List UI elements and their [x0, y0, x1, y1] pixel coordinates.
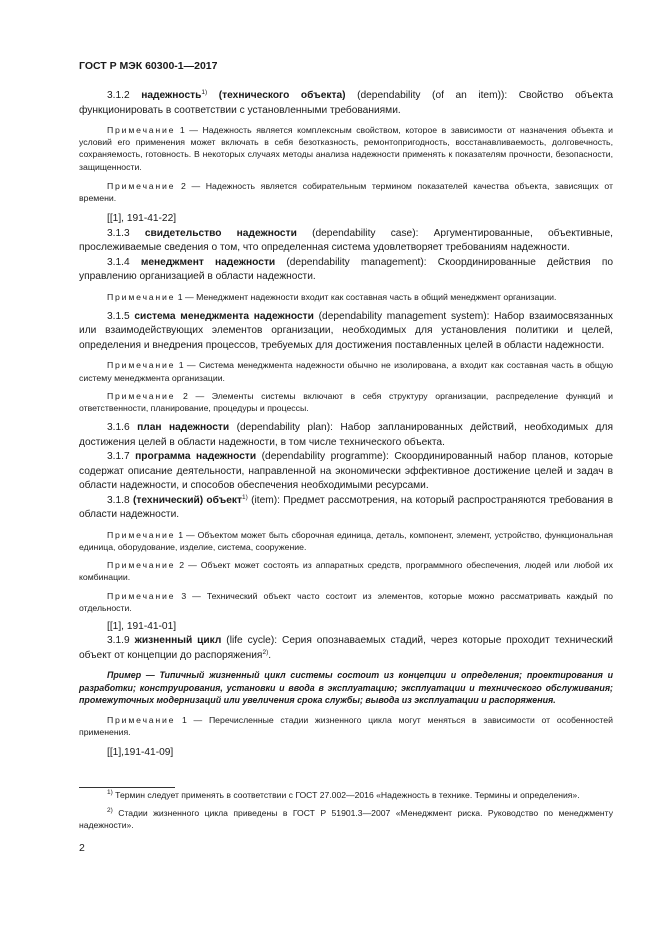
- note-text: 1 — Перечисленные стадии жизненного цикла могут меняться в зависимости от особенностей применения.: [79, 714, 613, 738]
- term-qualifier: (технического объекта): [218, 90, 346, 101]
- definition-3-1-5: [79, 310, 613, 354]
- note-label: Примечание: [107, 360, 176, 371]
- definition-3-1-8: [79, 494, 613, 523]
- note-3-1-8-1: [79, 529, 613, 553]
- definition-text: (dependability case): Аргументированные, объективные, прослеживаемые сведения о том, что определенная система удовлетворяет требованиям надежности.: [79, 227, 613, 254]
- source-reference: [[1], 191-41-22]: [107, 213, 177, 225]
- note-3-1-9-1: [79, 714, 613, 738]
- note-text: 1 — Объектом может быть сборочная единица, деталь, компонент, элемент, устройство, функциональная единица, оборудование, изделие, система, сооружение.: [79, 529, 613, 552]
- footnote-mark: 1): [107, 789, 113, 796]
- note-text: 3 — Технический объект часто состоит из элементов, которые можно рассматривать каждый по отдельности.: [79, 590, 613, 613]
- note-3-1-4-1: [79, 291, 613, 303]
- clause-number: 3.1.2: [107, 90, 130, 101]
- definition-text: (dependability plan): Набор запланированных действий, необходимых для достижения целей в области надежности, в том числе технического объекта.: [79, 422, 613, 448]
- footnote-text: Термин следует применять в соответствии с ГОСТ 27.002—2016 «Надежность в технике. Термины и определения».: [115, 790, 580, 800]
- note-3-1-5-1: [79, 359, 613, 383]
- source-reference: [[1], 191-41-01]: [107, 620, 177, 632]
- note-text: 1 — Надежность является комплексным свойством, которое в зависимости от назначения объекта и условий его применения может включать в себя безотказность, ремонтопригодность, восстанавливаемость, долговечность, сохраняемость, готовность. В некоторых случаях методы анализа надежности применять к показателям прочности, безопасности, защищенности.: [79, 125, 613, 172]
- definition-3-1-4: [79, 256, 613, 285]
- document-body: [79, 89, 613, 761]
- footnote-divider: [79, 787, 175, 788]
- definition-3-1-2: [79, 89, 613, 118]
- definition-text: (dependability management system): Набор взаимосвязанных или взаимодействующих элементов организации, необходимых для установления политики и целей, определения и внедрения процессов, требуемых для достижения поставленных целей в области надежности.: [79, 310, 613, 351]
- note-label: Примечание: [107, 180, 176, 191]
- clause-number: 3.1.7: [107, 451, 130, 463]
- definition-text: (item): Предмет рассмотрения, на который распространяются требования в области надежности.: [79, 494, 613, 521]
- note-label: Примечание: [107, 590, 176, 601]
- page-number: 2: [79, 842, 85, 854]
- clause-number: 3.1.9: [107, 635, 130, 647]
- term: система менеджмента надежности: [134, 310, 314, 322]
- clause-number: 3.1.4: [107, 256, 130, 268]
- note-label: Примечание: [107, 714, 176, 725]
- note-3-1-8-2: [79, 559, 613, 583]
- source-reference: [[1],191-41-09]: [107, 747, 174, 759]
- term: свидетельство надежности: [144, 227, 297, 239]
- note-label: Примечание: [107, 390, 176, 401]
- definition-text: (dependability (of an item)): Свойство объекта функционировать в соответствии с установленными требованиями.: [79, 90, 613, 116]
- note-text: 1 — Система менеджмента надежности обычно не изолирована, а входит как составная часть в общую систему менеджмента организации.: [79, 360, 613, 383]
- definition-text: (dependability management): Скоординированные действия по управлению организацией в области надежности.: [79, 256, 614, 283]
- note-label: Примечание: [107, 529, 176, 540]
- footnote-ref: 1): [201, 89, 208, 96]
- footnote-text: Стадии жизненного цикла приведены в ГОСТ Р 51901.3—2007 «Менеджмент риска. Руководство по менеджменту надежности».: [79, 808, 614, 830]
- definition-3-1-9: 3.1.9 жизненный цикл (life cycle): Серия опознаваемых стадий, через которые проходит технический объект от концепции до распоряжения$^{2)}$.: [79, 635, 613, 661]
- note-text: 1 — Менеджмент надежности входит как составная часть в общий менеджмент организации.: [177, 291, 557, 302]
- footnotes: [79, 789, 613, 831]
- footnote-2: [79, 807, 613, 831]
- clause-number: 3.1.8: [107, 494, 130, 506]
- definition-text: (dependability programme): Скоординированный набор планов, которые содержат описание деятельности, направленной на экономически эффективное достижение целей и задач в области надежности, и способов обеспечения необходимыми ресурсами.: [79, 451, 613, 492]
- note-text: 2 — Объект может состоять из аппаратных средств, программного обеспечения, людей или любой их комбинации.: [79, 560, 613, 583]
- term: (технический) объект: [132, 494, 242, 506]
- note-text: 2 — Элементы системы включают в себя структуру организации, распределение функций и ответственности, планирование, процедуры и процессы.: [79, 390, 613, 414]
- term: программа надежности: [135, 451, 257, 463]
- term: менеджмент надежности: [140, 256, 276, 268]
- clause-number: 3.1.5: [107, 310, 130, 322]
- clause-number: 3.1.3: [107, 227, 130, 239]
- page-header: ГОСТ Р МЭК 60300-1—2017: [79, 60, 218, 72]
- footnote-ref: 1): [241, 493, 248, 501]
- definition-3-1-6: [79, 421, 613, 450]
- definition-3-1-7: [79, 450, 613, 494]
- note-label: Примечание: [107, 291, 176, 302]
- note-text: 2 — Надежность является собирательным термином показателей качества объекта, зависящих от времени.: [79, 180, 613, 204]
- note-3-1-8-3: [79, 590, 613, 614]
- footnote-mark: 2): [107, 807, 113, 814]
- definition-3-1-3: [79, 227, 613, 256]
- note-label: Примечание: [107, 560, 176, 571]
- clause-number: 3.1.6: [107, 422, 130, 434]
- note-3-1-5-2: [79, 390, 613, 414]
- note-3-1-2-1: [79, 124, 613, 173]
- definition-text: (life cycle): Серия опознаваемых стадий, через которые проходит технический объект от концепции до распоряжения: [79, 635, 613, 661]
- note-3-1-2-2: [79, 180, 613, 204]
- term: надежность: [141, 90, 202, 101]
- example-text: Пример — Типичный жизненный цикл системы состоит из концепции и определения; проектирования и разработки; конструирования, установки и ввода в эксплуатацию; эксплуатации и технического обслуживания; промежуточных модернизаций или увеличения срока службы; вывода из эксплуатации и распоряжения.: [79, 670, 613, 706]
- footnote-ref: 2): [262, 648, 269, 656]
- term: план надежности: [137, 422, 230, 434]
- term: жизненный цикл: [134, 635, 222, 647]
- footnote-1: [79, 789, 613, 801]
- note-label: Примечание: [107, 125, 176, 135]
